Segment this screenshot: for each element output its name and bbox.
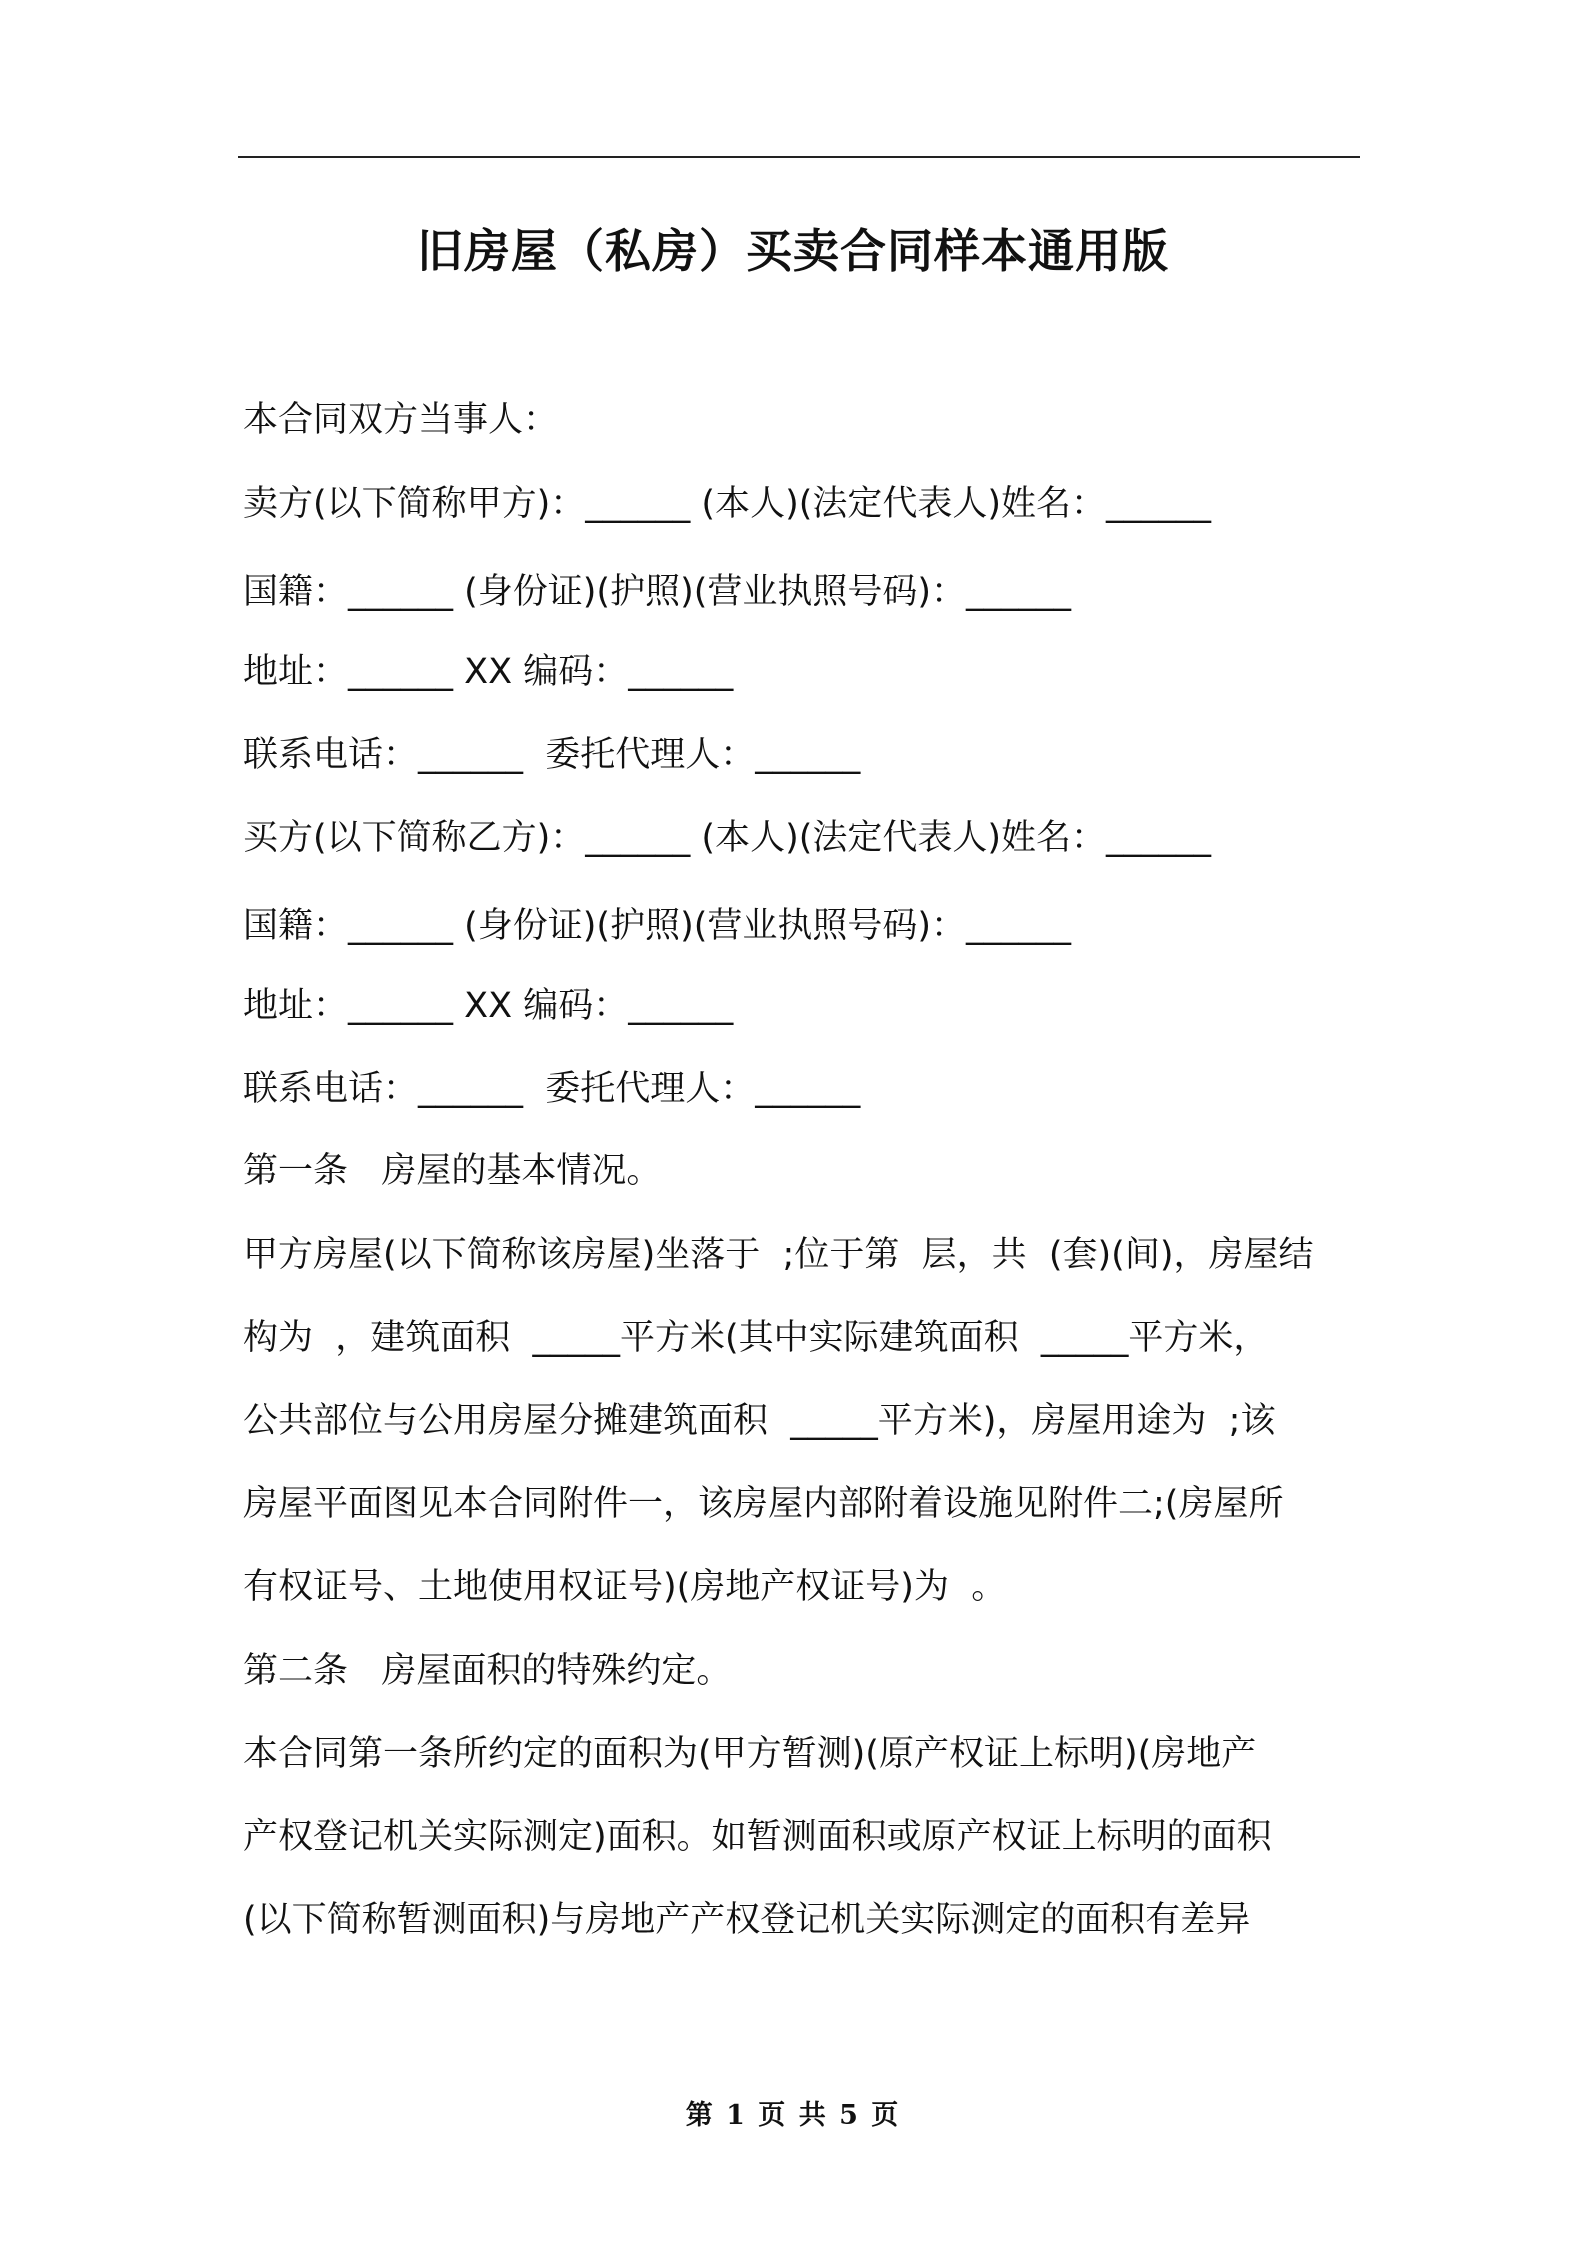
paragraph-line: 有权证号、土地使用权证号)(房地产权证号)为 。	[243, 1567, 1007, 1607]
paragraph-line: 地址：______ XX 编码：______	[243, 652, 734, 692]
paragraph-line: 联系电话：______ 委托代理人：______	[243, 735, 861, 775]
paragraph-line: 甲方房屋(以下简称该房屋)坐落于 ;位于第 层，共 (套)(间)，房屋结	[243, 1235, 1314, 1275]
paragraph-line: 联系电话：______ 委托代理人：______	[243, 1069, 861, 1109]
paragraph-line: 卖方(以下简称甲方)：______ (本人)(法定代表人)姓名：______	[243, 484, 1212, 524]
paragraph-line: 房屋平面图见本合同附件一，该房屋内部附着设施见附件二;(房屋所	[243, 1484, 1284, 1524]
paragraph-line: 买方(以下简称乙方)：______ (本人)(法定代表人)姓名：______	[243, 818, 1212, 858]
paragraph-line: 国籍：______ (身份证)(护照)(营业执照号码)：______	[243, 906, 1072, 946]
paragraph-line: 本合同双方当事人：	[243, 400, 559, 440]
header-rule	[238, 156, 1360, 158]
paragraph-line: (以下简称暂测面积)与房地产产权登记机关实际测定的面积有差异	[243, 1900, 1251, 1940]
paragraph-line: 本合同第一条所约定的面积为(甲方暂测)(原产权证上标明)(房地产	[243, 1734, 1257, 1774]
page-number-footer: 第 1 页 共 5 页	[685, 2100, 901, 2131]
paragraph-line: 地址：______ XX 编码：______	[243, 986, 734, 1026]
section-heading: 第一条 房屋的基本情况。	[243, 1151, 662, 1191]
paragraph-line: 国籍：______ (身份证)(护照)(营业执照号码)：______	[243, 572, 1072, 612]
paragraph-line: 构为 ，建筑面积 _____平方米(其中实际建筑面积 _____平方米，	[243, 1318, 1269, 1358]
paragraph-line: 产权登记机关实际测定)面积。如暂测面积或原产权证上标明的面积	[243, 1817, 1272, 1857]
section-heading: 第二条 房屋面积的特殊约定。	[243, 1651, 732, 1691]
paragraph-line: 公共部位与公用房屋分摊建筑面积 _____平方米)，房屋用途为 ;该	[243, 1401, 1276, 1441]
document-title: 旧房屋（私房）买卖合同样本通用版	[417, 224, 1169, 278]
